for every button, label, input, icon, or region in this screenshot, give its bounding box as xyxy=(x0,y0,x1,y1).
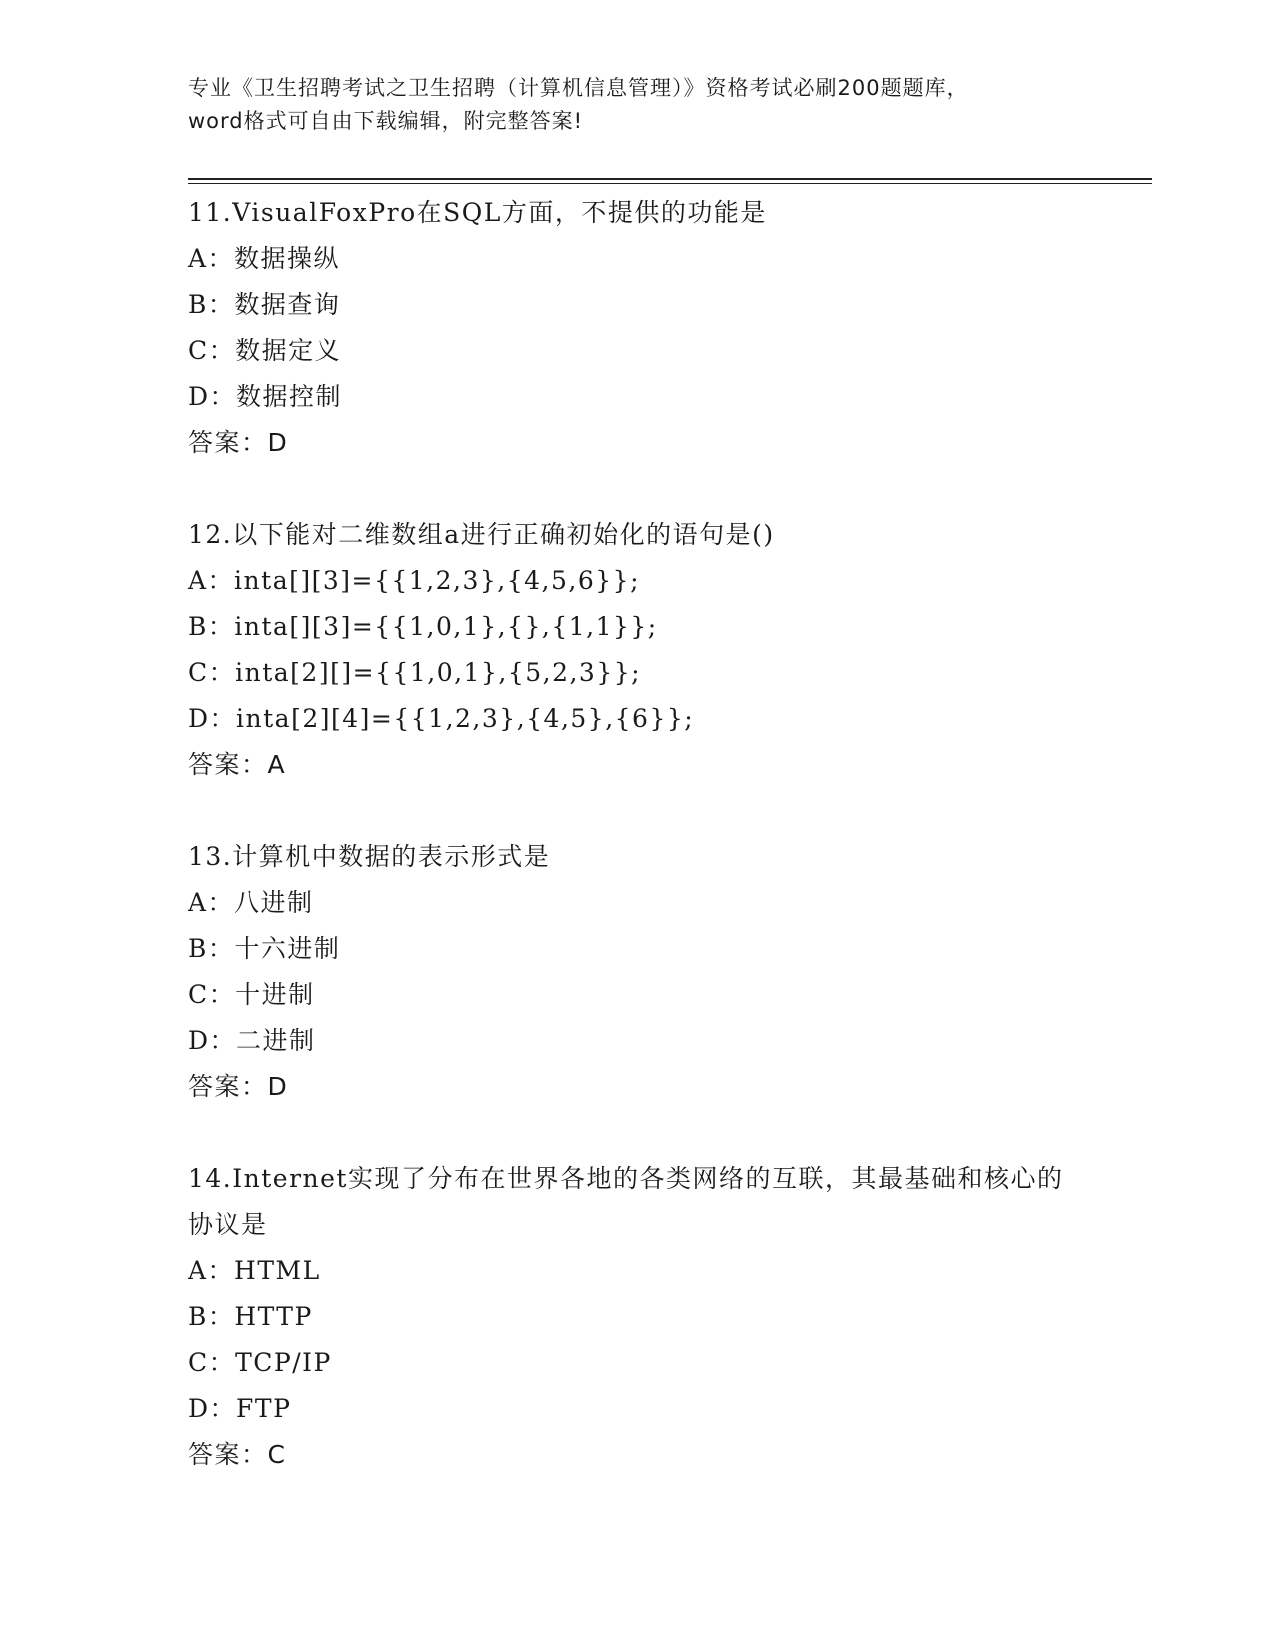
header-divider-thin xyxy=(188,183,1152,184)
header-line-2: word格式可自由下载编辑，附完整答案! xyxy=(188,109,584,133)
option-c: C：TCP/IP xyxy=(188,1348,332,1377)
question-text: 12.以下能对二维数组a进行正确初始化的语句是() xyxy=(188,520,775,549)
answer: 答案：D xyxy=(188,428,289,457)
option-c: C：十进制 xyxy=(188,980,315,1009)
option-d: D：FTP xyxy=(188,1394,292,1423)
option-d: D：inta[2][4]={{1,2,3},{4,5},{6}}; xyxy=(188,704,695,733)
option-b: B：inta[][3]={{1,0,1},{},{1,1}}; xyxy=(188,612,658,641)
question-text: 11.VisualFoxPro在SQL方面，不提供的功能是 xyxy=(188,198,767,227)
question-text: 13.计算机中数据的表示形式是 xyxy=(188,842,551,871)
header-divider-thick xyxy=(188,178,1152,180)
option-b: B：十六进制 xyxy=(188,934,341,963)
answer: 答案：C xyxy=(188,1440,287,1469)
option-a: A：HTML xyxy=(188,1256,321,1285)
question-text: 14.Internet实现了分布在世界各地的各类网络的互联，其最基础和核心的协议是 xyxy=(188,1164,1064,1239)
document-header xyxy=(188,72,1088,138)
answer: 答案：A xyxy=(188,750,287,779)
option-b: B：数据查询 xyxy=(188,290,341,319)
answer: 答案：D xyxy=(188,1072,289,1101)
option-b: B：HTTP xyxy=(188,1302,313,1331)
option-a: A：八进制 xyxy=(188,888,314,917)
question-14 xyxy=(188,1156,1088,1478)
option-a: A：数据操纵 xyxy=(188,244,341,273)
option-c: C：inta[2][]={{1,0,1},{5,2,3}}; xyxy=(188,658,642,687)
option-d: D：二进制 xyxy=(188,1026,316,1055)
option-d: D：数据控制 xyxy=(188,382,343,411)
question-11 xyxy=(188,190,1088,466)
question-list xyxy=(188,190,1088,1524)
question-13 xyxy=(188,834,1088,1110)
option-c: C：数据定义 xyxy=(188,336,342,365)
question-12 xyxy=(188,512,1088,788)
option-a: A：inta[][3]={{1,2,3},{4,5,6}}; xyxy=(188,566,640,595)
header-line-1: 专业《卫生招聘考试之卫生招聘（计算机信息管理）》资格考试必刷200题题库， xyxy=(188,76,969,100)
